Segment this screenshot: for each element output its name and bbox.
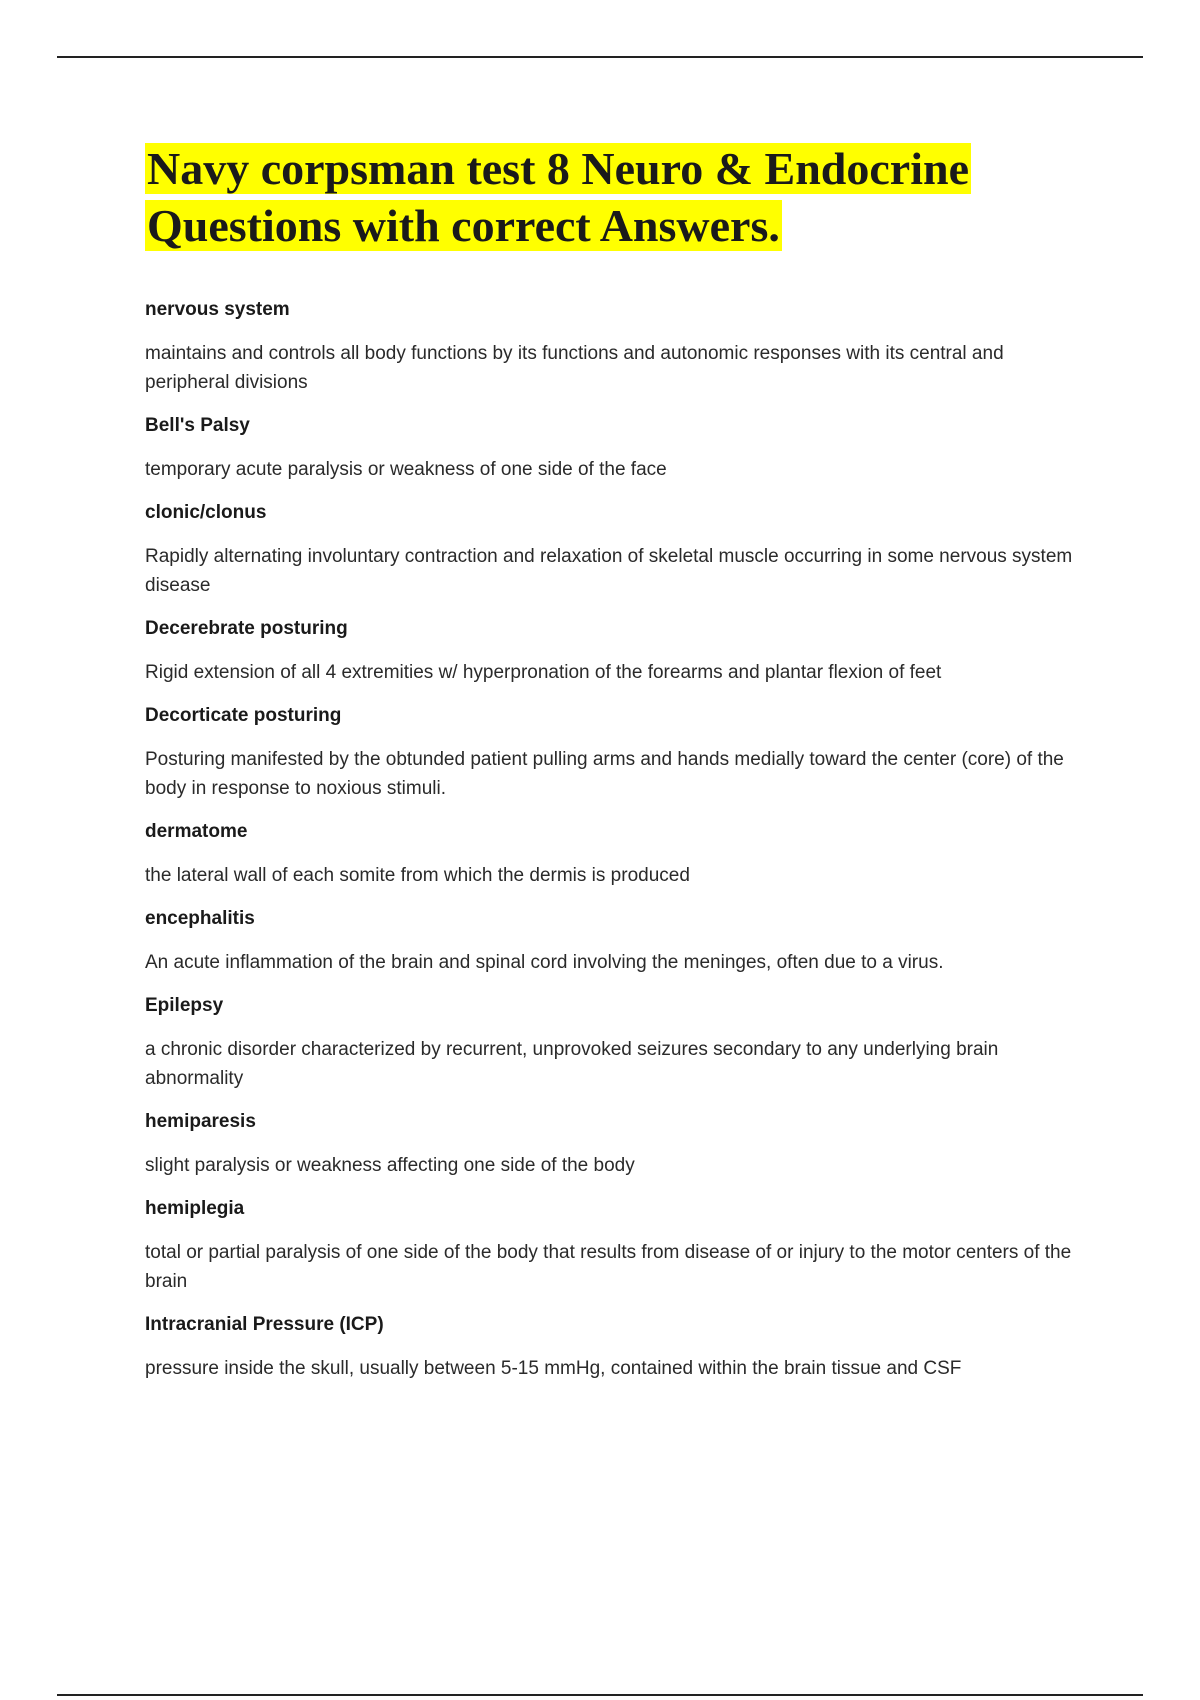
term: Intracranial Pressure (ICP) [145,1314,384,1335]
definition: maintains and controls all body functions by its functions and autonomic responses with its central and peripheral divisions [145,343,1004,393]
term-entry [145,905,1085,977]
definition: Rigid extension of all 4 extremities w/ hyperpronation of the forearms and plantar flexion of feet [145,662,942,683]
definition: pressure inside the skull, usually between 5-15 mmHg, contained within the brain tissue and CSF [145,1358,962,1379]
document-page [145,140,1085,1398]
definition: temporary acute paralysis or weakness of one side of the face [145,459,667,480]
term-entry [145,615,1085,687]
term-entry [145,1195,1085,1296]
definition: Posturing manifested by the obtunded patient pulling arms and hands medially toward the center (core) of the body in response to noxious stimuli. [145,749,1064,799]
definition: a chronic disorder characterized by recurrent, unprovoked seizures secondary to any underlying brain abnormality [145,1039,999,1089]
definition: the lateral wall of each somite from which the dermis is produced [145,865,690,886]
term: nervous system [145,299,290,320]
term-entry [145,702,1085,803]
term-entry [145,818,1085,890]
top-rule [57,56,1143,58]
term-entry [145,499,1085,600]
term-entry [145,296,1085,397]
definition: An acute inflammation of the brain and spinal cord involving the meninges, often due to a virus. [145,952,944,973]
term-entry [145,992,1085,1093]
term: encephalitis [145,908,255,929]
term: clonic/clonus [145,502,267,523]
definition: total or partial paralysis of one side of the body that results from disease of or injury to the motor centers of the brain [145,1242,1072,1292]
term-entry [145,1311,1085,1383]
term: hemiplegia [145,1198,245,1219]
term: hemiparesis [145,1111,256,1132]
term: Bell's Palsy [145,415,250,436]
term-entry [145,412,1085,484]
term-list [145,296,1085,1383]
term-entry [145,1108,1085,1180]
document-title-text: Navy corpsman test 8 Neuro & Endocrine Questions with correct Answers. [147,143,969,251]
bottom-rule [57,1694,1143,1696]
term: Decorticate posturing [145,705,342,726]
term: Decerebrate posturing [145,618,348,639]
term: dermatome [145,821,248,842]
document-title [145,140,1085,254]
definition: slight paralysis or weakness affecting one side of the body [145,1155,635,1176]
definition: Rapidly alternating involuntary contraction and relaxation of skeletal muscle occurring in some nervous system disease [145,546,1073,596]
term: Epilepsy [145,995,224,1016]
